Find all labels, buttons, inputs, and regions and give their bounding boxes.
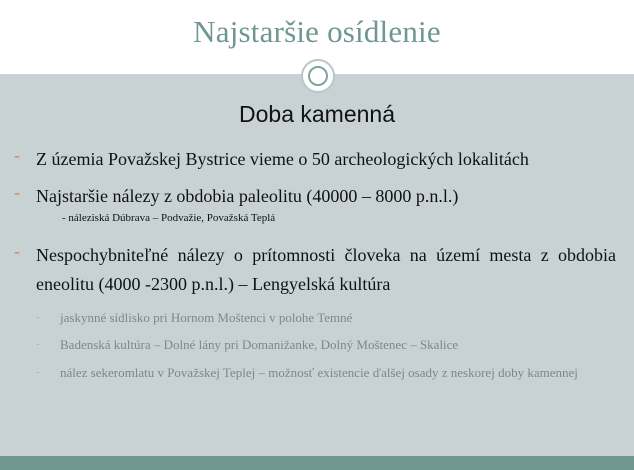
bullet-dash: - (14, 145, 20, 165)
footer-bar (0, 456, 634, 470)
bullet-3: Nespochybniteľné nálezy o prítomnosti človeka na území mesta z obdobia eneolitu (4000 -2300 p.n.l.) – Lengyelská kultúra (36, 245, 616, 294)
bullet-dash: - (14, 182, 20, 202)
sub-bullet-dash: - (36, 311, 40, 323)
sub-bullet-dash: - (36, 366, 40, 378)
slide-subtitle: Doba kamenná (239, 101, 395, 127)
bullet-1: Z územia Považskej Bystrice vieme o 50 archeologických lokalitách (36, 149, 529, 169)
circle-ornament-icon (301, 59, 335, 93)
sub-bullet-1: jaskynné sídlisko pri Hornom Moštenci v polohe Temné (60, 310, 353, 325)
bullet-dash: - (14, 241, 20, 261)
sub-bullet-2: Badenská kultúra – Dolné lány pri Domanižanke, Dolný Moštenec – Skalice (60, 337, 459, 352)
bullet-2-note: - náleziská Dúbrava – Podvažie, Považská Teplá (62, 212, 276, 224)
circle-ornament-inner (308, 66, 328, 86)
sub-bullet-3: nález sekeromlatu v Považskej Teplej – možnosť existencie ďalšej osady z neskorej doby kamennej (60, 365, 578, 380)
bullet-2: Najstaršie nálezy z obdobia paleolitu (40000 – 8000 p.n.l.) (36, 186, 459, 206)
sub-bullet-dash: - (36, 338, 40, 350)
slide-title: Najstaršie osídlenie (193, 14, 441, 49)
